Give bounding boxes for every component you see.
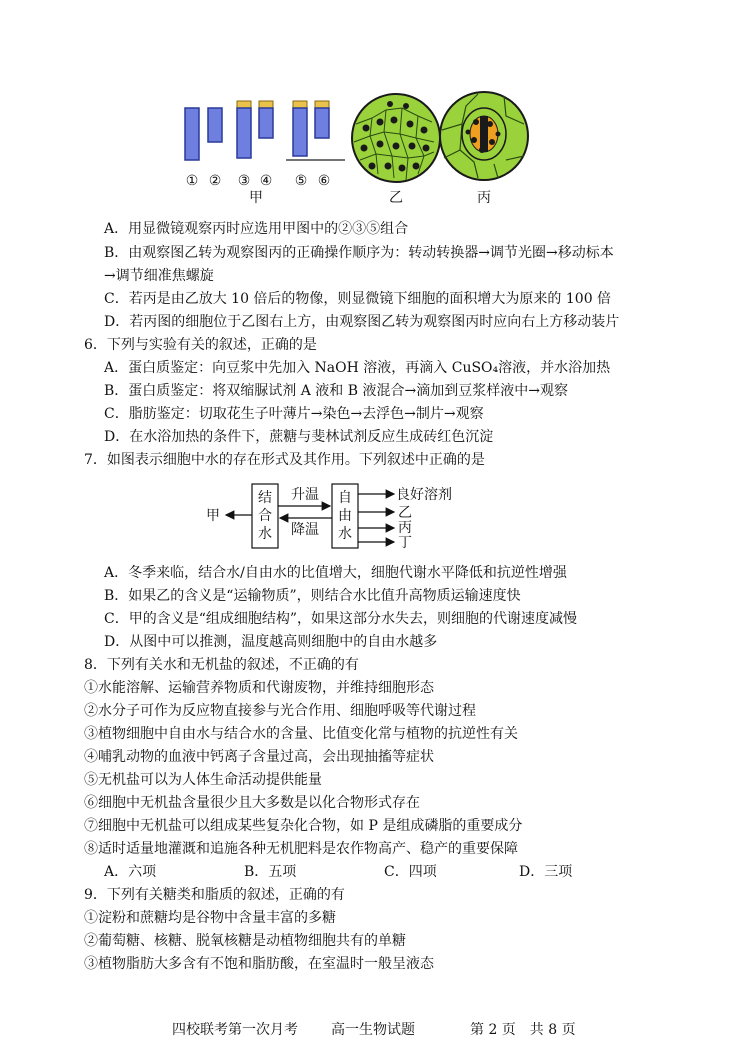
tube-label-6: ⑥ <box>317 173 331 189</box>
bound-water-char-3: 水 <box>258 526 272 542</box>
group-label-bing: 丙 <box>477 190 491 206</box>
microscope-figure <box>0 0 752 210</box>
tube-5 <box>293 108 307 156</box>
q9-item-1: ①淀粉和蔗糖均是谷物中含量丰富的多糖 <box>84 910 336 926</box>
q9-item-2: ②葡萄糖、核糖、脱氧核糖是动植物细胞共有的单糖 <box>84 933 406 949</box>
bound-water-char-1: 结 <box>258 490 272 506</box>
q5-option-d: D．若丙图的细胞位于乙图右上方，由观察图乙转为观察图丙时应向右上方移动装片 <box>104 314 620 330</box>
q8-stem: 8．下列有关水和无机盐的叙述，不正确的有 <box>84 657 359 673</box>
q7-option-b: B．如果乙的含义是“运输物质”，则结合水比值升高物质运输速度快 <box>104 588 521 604</box>
q8-item-3: ③植物细胞中自由水与结合水的含量、比值变化常与植物的抗逆性有关 <box>84 726 518 742</box>
q7-stem: 7．如图表示细胞中水的存在形式及其作用。下列叙述中正确的是 <box>84 452 485 468</box>
q8-item-6: ⑥细胞中无机盐含量很少且大多数是以化合物形式存在 <box>84 795 420 811</box>
tube-5-cap <box>293 101 307 108</box>
q8-item-1: ①水能溶解、运输营养物质和代谢废物，并维持细胞形态 <box>84 680 434 696</box>
bound-water-char-2: 合 <box>258 508 272 524</box>
q8-choice-b: B．五项 <box>244 864 297 880</box>
q7-option-c: C．甲的含义是“组成细胞结构”，如果这部分水失去，则细胞的代谢速度减慢 <box>104 611 578 627</box>
q8-item-8: ⑧适时适量地灌溉和追施各种无机肥料是农作物高产、稳产的重要保障 <box>84 841 518 857</box>
q5-option-b-cont: →调节细准焦螺旋 <box>104 268 214 284</box>
water-diagram <box>0 470 752 560</box>
free-water-char-1: 自 <box>338 490 352 506</box>
target-yi: 乙 <box>398 505 412 521</box>
group-label-jia: 甲 <box>249 190 263 206</box>
q5-option-c: C．若丙是由乙放大 10 倍后的物像，则显微镜下细胞的面积增大为原来的 100 倍 <box>104 291 612 307</box>
tube-3 <box>237 108 251 158</box>
q8-choice-d: D．三项 <box>519 864 573 880</box>
tube-label-4: ④ <box>259 173 273 189</box>
q8-choice-a: A．六项 <box>104 864 157 880</box>
group-label-yi: 乙 <box>389 190 403 206</box>
water-diagram-svg <box>0 470 752 560</box>
q6-option-d: D．在水浴加热的条件下，蔗糖与斐林试剂反应生成砖红色沉淀 <box>104 429 494 445</box>
view-yi <box>352 94 440 182</box>
tube-label-5: ⑤ <box>294 173 308 189</box>
tube-6 <box>315 108 329 138</box>
q6-stem: 6．下列与实验有关的叙述，正确的是 <box>84 337 317 353</box>
target-bing: 丙 <box>398 520 412 536</box>
q5-option-a: A．用显微镜观察丙时应选用甲图中的②③⑤组合 <box>104 221 409 237</box>
target-ding: 丁 <box>398 535 412 551</box>
q8-item-5: ⑤无机盐可以为人体生命活动提供能量 <box>84 772 322 788</box>
q9-item-3: ③植物脂肪大多含有不饱和脂肪酸，在室温时一般呈液态 <box>84 956 434 972</box>
q8-item-2: ②水分子可作为反应物直接参与光合作用、细胞呼吸等代谢过程 <box>84 703 476 719</box>
target-solvent: 良好溶剂 <box>396 487 452 503</box>
tube-2 <box>208 108 222 142</box>
q6-option-a: A．蛋白质鉴定：向豆浆中先加入 NaOH 溶液，再滴入 CuSO₄溶液，并水浴加热 <box>104 360 611 376</box>
tube-label-3: ③ <box>237 173 251 189</box>
q7-option-d: D．从图中可以推测，温度越高则细胞中的自由水越多 <box>104 634 438 650</box>
q5-option-b: B．由观察图乙转为观察图丙的正确操作顺序为：转动转换器→调节光圈→移动标本 <box>104 245 614 261</box>
free-water-char-2: 由 <box>338 508 352 524</box>
footer-subject: 高一生物试题 <box>331 1022 415 1038</box>
arrow-label-cool: 降温 <box>291 522 319 538</box>
tube-6-cap <box>315 101 329 108</box>
q6-option-b: B．蛋白质鉴定：将双缩脲试剂 A 液和 B 液混合→滴加到豆浆样液中→观察 <box>104 383 568 399</box>
q9-stem: 9．下列有关糖类和脂质的叙述，正确的有 <box>84 887 345 903</box>
tube-label-1: ① <box>185 173 199 189</box>
view-bing <box>440 92 528 180</box>
q8-item-4: ④哺乳动物的血液中钙离子含量过高，会出现抽搐等症状 <box>84 749 434 765</box>
tube-4-cap <box>259 101 273 108</box>
q8-item-7: ⑦细胞中无机盐可以组成某些复杂化合物，如 P 是组成磷脂的重要成分 <box>84 818 523 834</box>
target-jia: 甲 <box>206 508 220 524</box>
footer-page-number: 第 2 页 共 8 页 <box>470 1022 576 1038</box>
free-water-char-3: 水 <box>338 526 352 542</box>
q7-option-a: A．冬季来临，结合水/自由水的比值增大，细胞代谢水平降低和抗逆性增强 <box>104 565 567 581</box>
arrow-label-heat: 升温 <box>291 487 319 503</box>
tube-label-2: ② <box>208 173 222 189</box>
tube-4 <box>259 108 273 138</box>
microscope-figure-svg <box>0 0 752 210</box>
tube-1 <box>185 108 199 160</box>
footer-exam: 四校联考第一次月考 <box>172 1022 298 1038</box>
tube-3-cap <box>237 101 251 108</box>
q6-option-c: C．脂肪鉴定：切取花生子叶薄片→染色→去浮色→制片→观察 <box>104 406 484 422</box>
q8-choice-c: C．四项 <box>384 864 437 880</box>
